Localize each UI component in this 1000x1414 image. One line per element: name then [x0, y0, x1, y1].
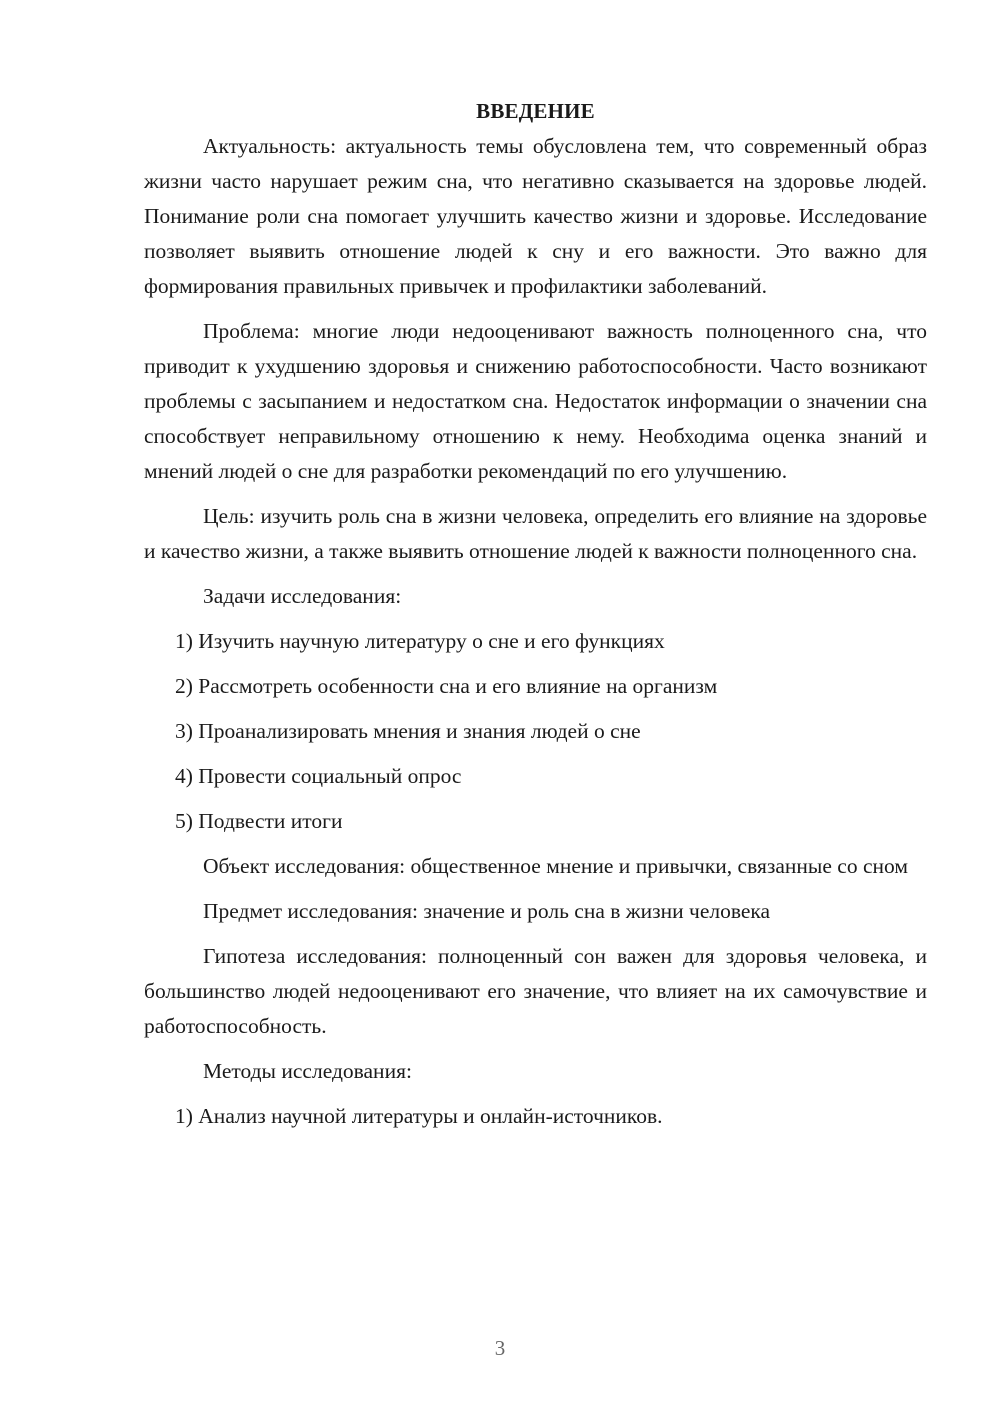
paragraph-object: Объект исследования: общественное мнение и привычки, связанные со сном: [203, 854, 908, 878]
list-item: 3) Проанализировать мнения и знания людей о сне: [175, 719, 641, 743]
list-item: 5) Подвести итоги: [175, 809, 343, 833]
paragraph-hypothesis: Гипотеза исследования: полноценный сон важен для здоровья человека, и большинство людей недооценивают его значение, что влияет на их самочувствие и работоспособность.: [144, 944, 927, 1038]
tasks-heading: Задачи исследования:: [203, 584, 402, 608]
paragraph-relevance: Актуальность: актуальность темы обусловлена тем, что современный образ жизни часто нарушает режим сна, что негативно сказывается на здоровье людей. Понимание роли сна помогает улучшить качество жизни и здоровье. Исследование позволяет выявить отношение людей к сну и его важности. Это важно для формирования правильных привычек и профилактики заболеваний.: [144, 134, 927, 298]
list-item: 4) Провести социальный опрос: [175, 764, 462, 788]
page-number: 3: [494, 1336, 506, 1360]
list-item: 2) Рассмотреть особенности сна и его влияние на организм: [175, 674, 718, 698]
paragraph-subject: Предмет исследования: значение и роль сна в жизни человека: [203, 899, 771, 923]
list-item: 1) Изучить научную литературу о сне и его функциях: [175, 629, 665, 653]
document-page: [144, 94, 927, 1134]
tasks-list: [144, 624, 927, 839]
methods-heading: Методы исследования:: [203, 1059, 412, 1083]
paragraph-problem: Проблема: многие люди недооценивают важность полноценного сна, что приводит к ухудшению здоровья и снижению работоспособности. Часто возникают проблемы с засыпанием и недостатком сна. Недостаток информации о значении сна способствует неправильному отношению к нему. Необходима оценка знаний и мнений людей о сне для разработки рекомендаций по его улучшению.: [144, 319, 927, 483]
list-item: 1) Анализ научной литературы и онлайн-источников.: [175, 1104, 663, 1128]
paragraph-goal: Цель: изучить роль сна в жизни человека, определить его влияние на здоровье и качество жизни, а также выявить отношение людей к важности полноценного сна.: [144, 504, 927, 563]
methods-list: [144, 1099, 927, 1134]
section-title: ВВЕДЕНИЕ: [476, 99, 595, 123]
